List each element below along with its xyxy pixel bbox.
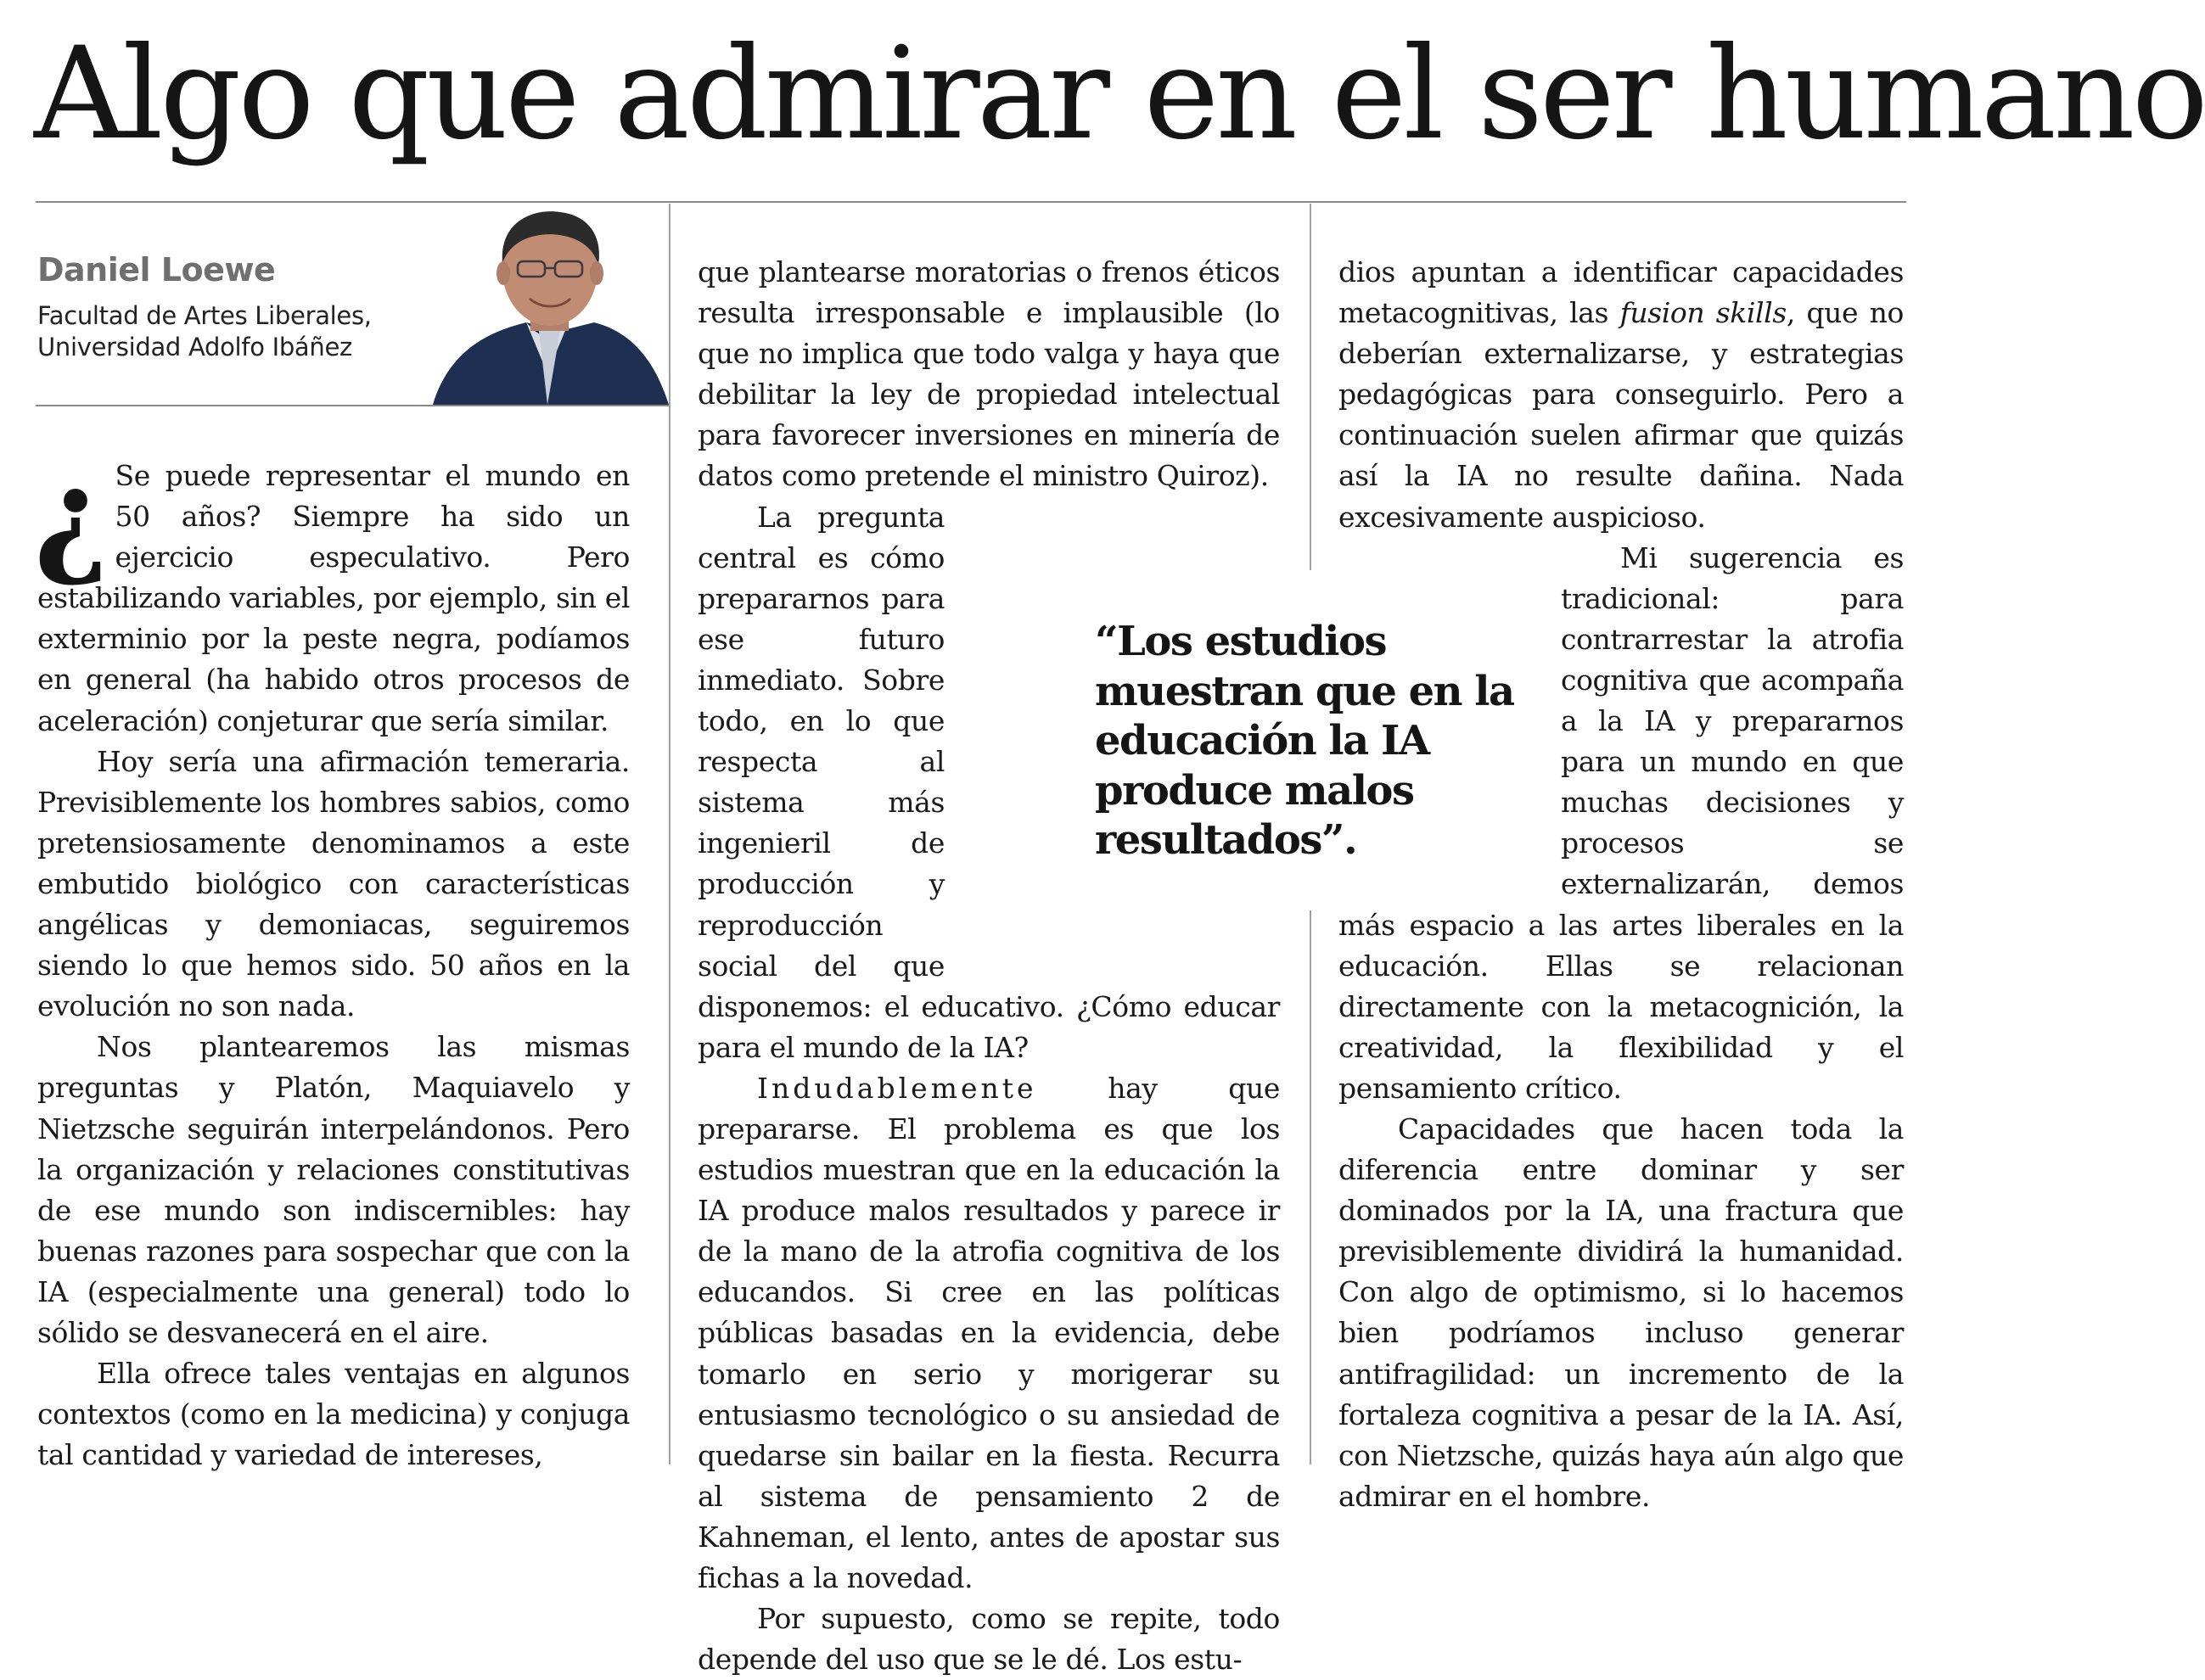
pullquote: “Los estudios muestran que en la educación la IA produce malos resultados”. — [1095, 618, 1514, 864]
column-2 — [698, 252, 1280, 1680]
author-block — [37, 251, 436, 363]
author-affiliation-line2: Universidad Adolfo Ibáñez — [37, 333, 352, 361]
paragraph: que plantearse moratorias o frenos éticos resulta irresponsable e implausible (lo que no implica que todo valga y haya que debilitar la ley de propiedad intelectual para favorecer inversiones en minería de datos como pretende el ministro Quiroz). — [698, 255, 1280, 493]
paragraph — [1338, 252, 1904, 538]
italic-term: fusion skills — [1619, 296, 1787, 330]
paragraph: Nos plantearemos las mismas preguntas y Platón, Maquiavelo y Nietzsche seguirán interpelándonos. Pero la organización y relaciones constitutivas de ese mundo son indiscernibles: hay buenas razones para sospechar que con la IA (especialmente una general) todo lo sólido se desvanecerá en el aire. — [37, 1030, 630, 1349]
author-photo — [424, 204, 669, 405]
paragraph: Mi sugerencia es tradicional: para contrarrestar la atrofia cognitiva que acompaña a la IA y prepararnos para un mundo en que muchas decisiones y procesos se externalizarán, demos más espacio a las artes liberales en la educación. Ellas se relacionan directamente con la metacognición, la creatividad, la flexibilidad y el pensamiento crítico. — [1338, 540, 1904, 1105]
paragraph-text: dios apuntan a identificar capacidades metacognitivas, las — [1338, 255, 1904, 330]
paragraph — [34, 441, 630, 742]
emphasized-word: Indudablemente — [757, 1071, 1037, 1105]
dropcap: ¿ — [34, 441, 109, 591]
paragraph: Capacidades que hacen toda la diferencia entre dominar y ser dominados por la IA, una fractura que previsiblemente dividirá la humanidad. Con algo de optimismo, si lo hacemos bien podríamos incluso generar antifragilidad: un incremento de la fortaleza cognitiva a pesar de la IA. Así, con Nietzsche, quizás haya aún algo que admirar en el hombre. — [1338, 1112, 1904, 1513]
column-1 — [34, 441, 630, 1476]
column-separator-2-lower — [1310, 910, 1311, 1464]
author-affiliation-line1: Facultad de Artes Liberales, — [37, 301, 372, 330]
author-rule — [36, 405, 669, 406]
paragraph-text: , que no deberían externalizarse, y estrategias pedagógicas para conseguirlo. Pero a continuación suelen afirmar que quizás así la IA no resulte dañina. Nada excesivamente auspicioso. — [1338, 296, 1904, 534]
column-separator-2 — [1310, 204, 1311, 570]
author-name: Daniel Loewe — [37, 251, 276, 288]
paragraph: La pregunta central es cómo prepararnos para ese futuro inmediato. Sobre todo, en lo que respecta al sistema más ingenieril de producción y reproducción social del que disponemos: el educativo. ¿Cómo educar para el mundo de la IA? — [698, 500, 1280, 1064]
paragraph-text: Se puede representar el mundo en 50 años? Siempre ha sido un ejercicio especulativo. Pero estabilizando variables, por ejemplo, sin el exterminio por la peste negra, podíamos en general (ha habido otros procesos de aceleración) conjeturar que sería similar. — [37, 459, 630, 737]
top-rule — [36, 201, 1906, 203]
headline: Algo que admirar en el ser humano — [34, 20, 2205, 168]
column-3 — [1338, 252, 1904, 1517]
paragraph: Hoy sería una afirmación temeraria. Previsiblemente los hombres sabios, como pretensiosamente denominamos a este embutido biológico con características angélicas y demoniacas, seguiremos siendo lo que hemos sido. 50 años en la evolución no son nada. — [37, 744, 630, 1023]
paragraph-text: hay que prepararse. El problema es que los estudios muestran que en la educación la IA produce malos resultados y parece ir de la mano de la atrofia cognitiva de los educandos. Si cree en las políticas públicas basadas en la evidencia, debe tomarlo en serio y morigerar su entusiasmo tecnológico o su ansiedad de quedarse sin bailar en la fiesta. Recurra al sistema de pensamiento 2 de Kahneman, el lento, antes de apostar sus fichas a la novedad. — [698, 1071, 1280, 1594]
paragraph: Por supuesto, como se repite, todo depende del uso que se le dé. Los estu- — [698, 1602, 1280, 1677]
column-separator-1 — [669, 204, 670, 1464]
paragraph: Ella ofrece tales ventajas en algunos contextos (como en la medicina) y conjuga tal cantidad y variedad de intereses, — [37, 1357, 630, 1472]
paragraph — [698, 1068, 1280, 1599]
